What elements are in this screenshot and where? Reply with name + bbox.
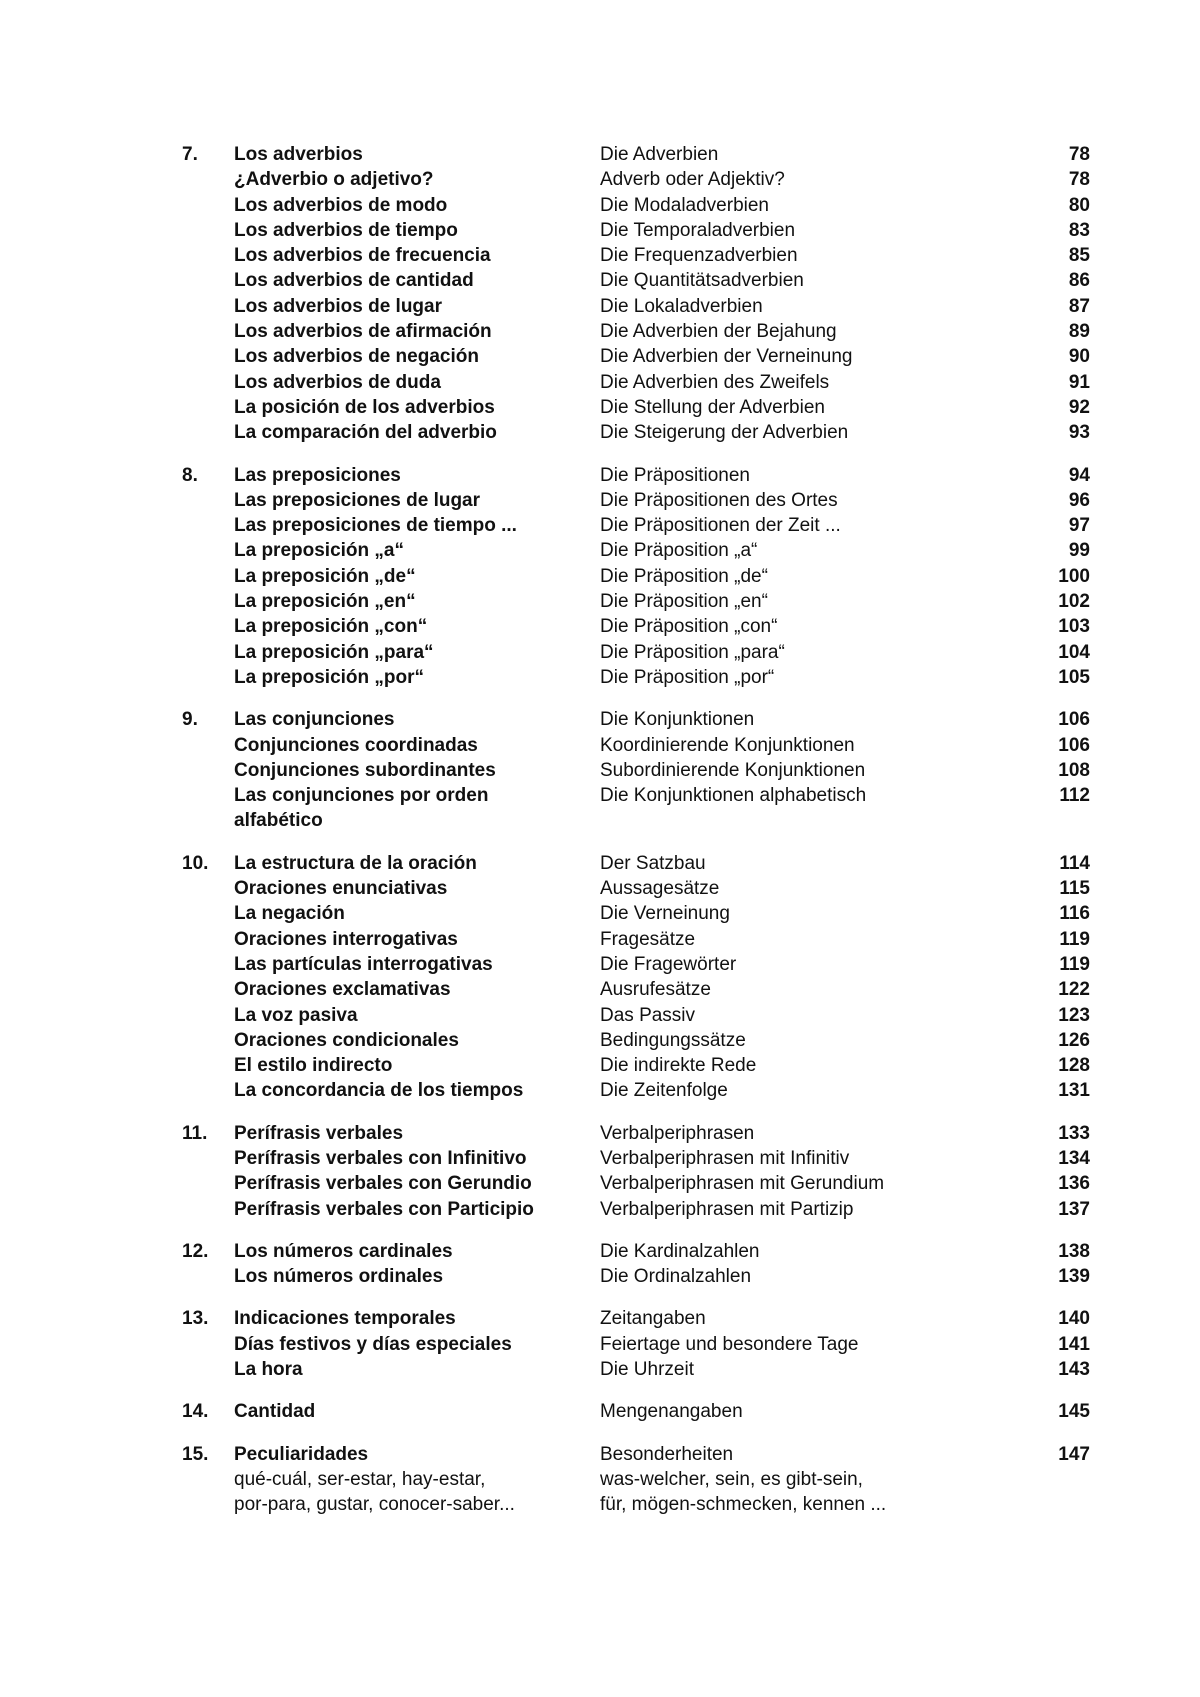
german-title: Die Stellung der Adverbien — [600, 396, 825, 418]
spanish-title: alfabético — [234, 810, 323, 832]
page-number: 93 — [1068, 422, 1090, 444]
chapter-number: 8. — [182, 464, 198, 486]
toc-entry-row — [0, 420, 1200, 445]
chapter-number: 9. — [182, 709, 198, 731]
page-number: 105 — [1058, 666, 1090, 688]
page-number: 96 — [1068, 489, 1090, 511]
german-title: Subordinierende Konjunktionen — [600, 759, 866, 781]
spanish-title: Peculiaridades — [234, 1443, 369, 1465]
spanish-title: Los adverbios de duda — [234, 371, 441, 393]
toc-entry-row — [0, 927, 1200, 952]
page-number: 97 — [1068, 515, 1090, 537]
german-title: Die Ordinalzahlen — [600, 1266, 752, 1288]
spanish-title: Los adverbios — [234, 144, 363, 165]
page-number: 147 — [1058, 1443, 1090, 1465]
german-title: Die Konjunktionen alphabetisch — [600, 785, 867, 807]
spanish-title: Las conjunciones — [234, 709, 395, 731]
toc-entry-row — [0, 1197, 1200, 1222]
german-title: Die Präposition „a“ — [600, 540, 758, 562]
page-number: 143 — [1058, 1359, 1090, 1381]
toc-section — [0, 142, 1200, 446]
toc-entry-row — [0, 344, 1200, 369]
spanish-title: ¿Adverbio o adjetivo? — [234, 169, 434, 191]
toc-entry-row — [0, 1028, 1200, 1053]
page-number: 103 — [1058, 616, 1090, 638]
page-number: 119 — [1059, 953, 1090, 975]
toc-entry-row — [0, 538, 1200, 563]
page-number: 112 — [1059, 785, 1090, 807]
spanish-title: Perífrasis verbales — [234, 1122, 404, 1144]
page-number: 140 — [1058, 1308, 1090, 1330]
page-number: 85 — [1068, 245, 1090, 267]
spanish-title: Los números ordinales — [234, 1266, 444, 1288]
toc-chapter-row — [0, 1239, 1200, 1264]
spanish-title: Las preposiciones de tiempo ... — [234, 515, 517, 537]
german-title: Die Präposition „de“ — [600, 565, 768, 587]
german-title: Verbalperiphrasen mit Partizip — [600, 1198, 854, 1220]
page-number: 114 — [1059, 852, 1090, 874]
german-title: Die Adverbien des Zweifels — [600, 371, 830, 393]
page-number: 89 — [1068, 321, 1090, 343]
spanish-title: Perífrasis verbales con Participio — [234, 1198, 534, 1220]
toc-section — [0, 1239, 1200, 1290]
page-number: 106 — [1058, 734, 1090, 756]
spanish-title: La preposición „con“ — [234, 616, 428, 638]
page-number: 133 — [1058, 1122, 1090, 1144]
german-title: Bedingungssätze — [600, 1029, 746, 1051]
toc-entry-row — [0, 733, 1200, 758]
german-title: Die Adverbien der Verneinung — [600, 346, 853, 368]
toc-chapter-row — [0, 142, 1200, 167]
page-number: 123 — [1058, 1004, 1090, 1026]
toc-chapter-row — [0, 1121, 1200, 1146]
spanish-title: La hora — [234, 1359, 303, 1381]
toc-entry-row — [0, 1492, 1200, 1517]
german-title: Feiertage und besondere Tage — [600, 1333, 859, 1355]
page-number: 136 — [1058, 1173, 1090, 1195]
toc-entry-row — [0, 1264, 1200, 1289]
toc-entry-row — [0, 1003, 1200, 1028]
toc-entry-row — [0, 488, 1200, 513]
spanish-title: qué-cuál, ser-estar, hay-estar, — [234, 1468, 486, 1490]
german-title: Die Temporaladverbien — [600, 219, 796, 241]
toc-section — [0, 1121, 1200, 1222]
toc-entry-row — [0, 294, 1200, 319]
german-title: Mengenangaben — [600, 1401, 743, 1423]
german-title: Die Adverbien der Bejahung — [600, 321, 837, 343]
toc-entry-row — [0, 1171, 1200, 1196]
page-number: 119 — [1059, 928, 1090, 950]
page-number: 122 — [1058, 979, 1090, 1001]
german-title: Die Präposition „con“ — [600, 616, 778, 638]
german-title: Die Steigerung der Adverbien — [600, 422, 849, 444]
german-title: Die Quantitätsadverbien — [600, 270, 804, 292]
german-title: Besonderheiten — [600, 1443, 734, 1465]
toc-entry-row — [0, 370, 1200, 395]
page-number: 91 — [1068, 371, 1090, 393]
toc-entry-row — [0, 783, 1200, 808]
toc-entry-row — [0, 614, 1200, 639]
spanish-title: Las preposiciones — [234, 464, 401, 486]
german-title: Die Präposition „para“ — [600, 641, 785, 663]
page-number: 83 — [1068, 219, 1090, 241]
toc-section — [0, 1442, 1200, 1518]
page-number: 126 — [1058, 1029, 1090, 1051]
page-number: 139 — [1058, 1266, 1090, 1288]
german-title: Die Frequenzadverbien — [600, 245, 798, 267]
spanish-title: La negación — [234, 903, 345, 925]
toc-entry-row — [0, 395, 1200, 420]
german-title: Die Uhrzeit — [600, 1359, 694, 1381]
toc-section — [0, 707, 1200, 833]
toc-entry-row — [0, 758, 1200, 783]
spanish-title: Las partículas interrogativas — [234, 953, 493, 975]
spanish-title: Conjunciones coordinadas — [234, 734, 478, 756]
spanish-title: La preposición „a“ — [234, 540, 404, 562]
page-number: 116 — [1059, 903, 1090, 925]
spanish-title: Los números cardinales — [234, 1240, 453, 1262]
toc-chapter-row — [0, 1442, 1200, 1467]
toc-section — [0, 463, 1200, 691]
spanish-title: Los adverbios de cantidad — [234, 270, 474, 292]
toc-chapter-row — [0, 463, 1200, 488]
spanish-title: La preposición „de“ — [234, 565, 416, 587]
chapter-number: 7. — [182, 144, 198, 165]
german-title: Die Präposition „en“ — [600, 591, 768, 613]
spanish-title: Oraciones enunciativas — [234, 878, 448, 900]
toc-entry-row — [0, 1467, 1200, 1492]
toc-entry-row — [0, 1078, 1200, 1103]
page-number: 100 — [1058, 565, 1090, 587]
spanish-title: Oraciones interrogativas — [234, 928, 458, 950]
spanish-title: Los adverbios de afirmación — [234, 321, 492, 343]
spanish-title: Días festivos y días especiales — [234, 1333, 512, 1355]
page-number: 106 — [1058, 709, 1090, 731]
german-title: Die Zeitenfolge — [600, 1080, 728, 1102]
chapter-number: 10. — [182, 852, 209, 874]
toc-entry-row — [0, 665, 1200, 690]
spanish-title: La concordancia de los tiempos — [234, 1080, 524, 1102]
toc-entry-row — [0, 1146, 1200, 1171]
german-title: Die Präposition „por“ — [600, 666, 775, 688]
spanish-title: La preposición „para“ — [234, 641, 434, 663]
page-number: 134 — [1058, 1147, 1090, 1169]
spanish-title: Los adverbios de negación — [234, 346, 479, 368]
spanish-title: El estilo indirecto — [234, 1055, 393, 1077]
page-number: 80 — [1068, 194, 1090, 216]
page-number: 87 — [1068, 295, 1090, 317]
german-title: Die Modaladverbien — [600, 194, 769, 216]
page-number: 128 — [1058, 1055, 1090, 1077]
page-number: 108 — [1058, 759, 1090, 781]
spanish-title: La preposición „en“ — [234, 591, 416, 613]
german-title: Koordinierende Konjunktionen — [600, 734, 855, 756]
spanish-title: Oraciones condicionales — [234, 1029, 459, 1051]
toc-chapter-row — [0, 1306, 1200, 1331]
toc-entry-row — [0, 808, 1200, 833]
spanish-title: Conjunciones subordinantes — [234, 759, 496, 781]
german-title: Verbalperiphrasen — [600, 1122, 755, 1144]
toc-chapter-row — [0, 707, 1200, 732]
page-number: 90 — [1068, 346, 1090, 368]
german-title: Die Konjunktionen — [600, 709, 755, 731]
spanish-title: Perífrasis verbales con Gerundio — [234, 1173, 532, 1195]
german-title: Aussagesätze — [600, 878, 720, 900]
german-title: Das Passiv — [600, 1004, 696, 1026]
spanish-title: Cantidad — [234, 1401, 316, 1423]
german-title: Die Verneinung — [600, 903, 730, 925]
page-number: 94 — [1068, 464, 1090, 486]
table-of-contents — [0, 142, 1200, 1535]
german-title: was-welcher, sein, es gibt-sein, — [600, 1468, 863, 1490]
page-number: 141 — [1058, 1333, 1090, 1355]
german-title: Verbalperiphrasen mit Gerundium — [600, 1173, 885, 1195]
toc-entry-row — [0, 268, 1200, 293]
toc-section — [0, 1399, 1200, 1424]
chapter-number: 14. — [182, 1401, 209, 1423]
german-title: Zeitangaben — [600, 1308, 706, 1330]
chapter-number: 15. — [182, 1443, 209, 1465]
chapter-number: 11. — [182, 1122, 208, 1144]
toc-entry-row — [0, 218, 1200, 243]
spanish-title: Las preposiciones de lugar — [234, 489, 481, 511]
toc-entry-row — [0, 513, 1200, 538]
page-number: 137 — [1058, 1198, 1090, 1220]
page-number: 99 — [1068, 540, 1090, 562]
page-number: 131 — [1058, 1080, 1090, 1102]
spanish-title: Indicaciones temporales — [234, 1308, 456, 1330]
spanish-title: por-para, gustar, conocer-saber... — [234, 1494, 515, 1516]
spanish-title: Los adverbios de frecuencia — [234, 245, 491, 267]
toc-entry-row — [0, 167, 1200, 192]
spanish-title: Oraciones exclamativas — [234, 979, 451, 1001]
page-number: 78 — [1068, 169, 1090, 191]
page-number: 138 — [1058, 1240, 1090, 1262]
chapter-number: 12. — [182, 1240, 209, 1262]
german-title: Die Lokaladverbien — [600, 295, 763, 317]
toc-entry-row — [0, 640, 1200, 665]
toc-entry-row — [0, 1357, 1200, 1382]
german-title: Ausrufesätze — [600, 979, 711, 1001]
toc-entry-row — [0, 319, 1200, 344]
spanish-title: Los adverbios de lugar — [234, 295, 442, 317]
page-number: 78 — [1068, 144, 1090, 165]
page-number: 104 — [1058, 641, 1090, 663]
toc-entry-row — [0, 952, 1200, 977]
toc-chapter-row — [0, 1399, 1200, 1424]
toc-section — [0, 851, 1200, 1104]
toc-section — [0, 1306, 1200, 1382]
page-number: 92 — [1068, 396, 1090, 418]
page-number: 145 — [1058, 1401, 1090, 1423]
spanish-title: La posición de los adverbios — [234, 396, 495, 418]
toc-entry-row — [0, 1332, 1200, 1357]
toc-entry-row — [0, 589, 1200, 614]
german-title: für, mögen-schmecken, kennen ... — [600, 1494, 887, 1516]
german-title: Die indirekte Rede — [600, 1055, 757, 1077]
page-number: 86 — [1068, 270, 1090, 292]
toc-entry-row — [0, 901, 1200, 926]
spanish-title: Los adverbios de tiempo — [234, 219, 458, 241]
toc-entry-row — [0, 564, 1200, 589]
spanish-title: Perífrasis verbales con Infinitivo — [234, 1147, 527, 1169]
german-title: Adverb oder Adjektiv? — [600, 169, 785, 191]
german-title: Die Präpositionen des Ortes — [600, 489, 838, 511]
toc-entry-row — [0, 243, 1200, 268]
german-title: Verbalperiphrasen mit Infinitiv — [600, 1147, 850, 1169]
chapter-number: 13. — [182, 1308, 209, 1330]
toc-entry-row — [0, 876, 1200, 901]
german-title: Die Präpositionen — [600, 464, 750, 486]
spanish-title: Los adverbios de modo — [234, 194, 448, 216]
toc-entry-row — [0, 1053, 1200, 1078]
spanish-title: La voz pasiva — [234, 1004, 358, 1026]
toc-entry-row — [0, 977, 1200, 1002]
toc-entry-row — [0, 193, 1200, 218]
spanish-title: La comparación del adverbio — [234, 422, 497, 444]
german-title: Die Kardinalzahlen — [600, 1240, 760, 1262]
german-title: Der Satzbau — [600, 852, 706, 874]
german-title: Die Fragewörter — [600, 953, 737, 975]
german-title: Die Adverbien — [600, 144, 719, 165]
toc-chapter-row — [0, 851, 1200, 876]
german-title: Fragesätze — [600, 928, 696, 950]
spanish-title: La preposición „por“ — [234, 666, 425, 688]
page-number: 115 — [1059, 878, 1090, 900]
spanish-title: La estructura de la oración — [234, 852, 477, 874]
page-number: 102 — [1058, 591, 1090, 613]
spanish-title: Las conjunciones por orden — [234, 785, 489, 807]
german-title: Die Präpositionen der Zeit ... — [600, 515, 841, 537]
